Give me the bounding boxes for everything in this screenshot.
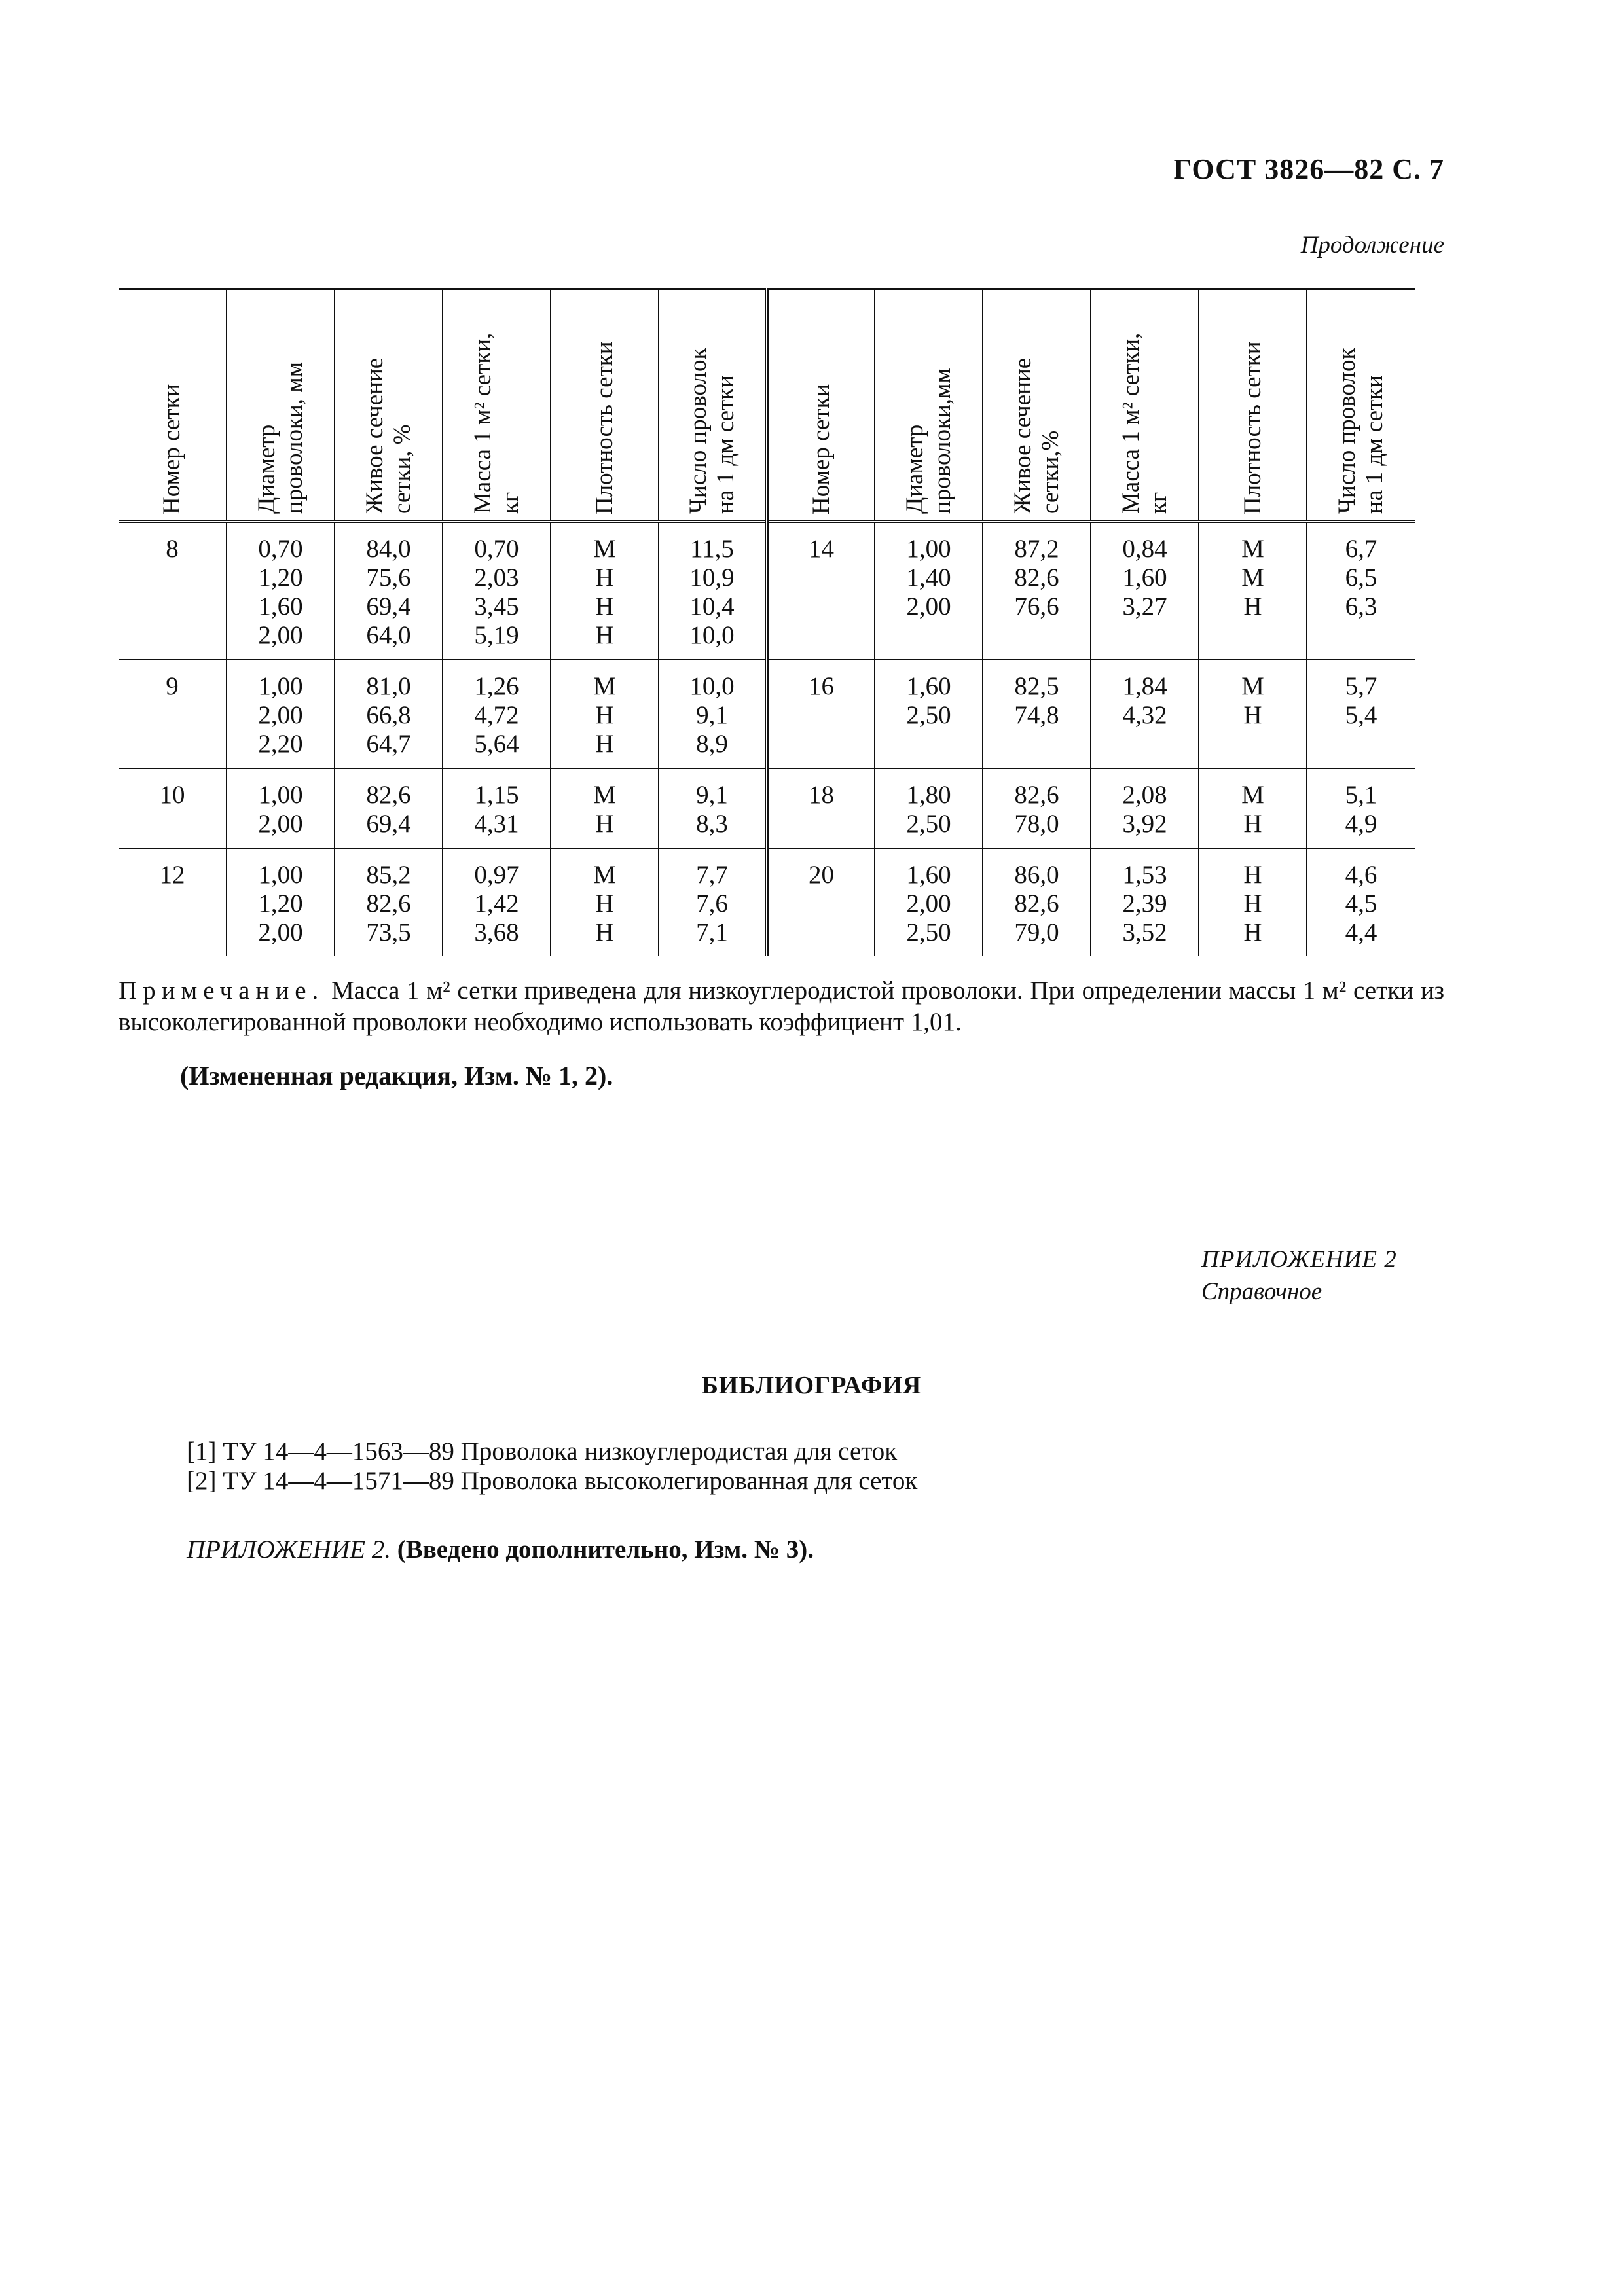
table-cell-section: 81,0 66,8 64,7 — [335, 660, 443, 768]
table-cell-density: М М Н — [1199, 522, 1307, 660]
table-cell-diameter: 1,80 2,50 — [875, 768, 983, 848]
header-open-area: Живое сечение сетки, % — [335, 289, 443, 522]
table-note — [119, 975, 1444, 1038]
table-cell-density: М Н Н — [551, 848, 659, 956]
note-text: Масса 1 м² сетки приведена для низкоуглеродистой проволоки. При определении массы 1 м² сетки из высоколегированной проволоки необходимо использовать коэффициент 1,01. — [119, 977, 1444, 1036]
table-cell-mass: 0,84 1,60 3,27 — [1091, 522, 1199, 660]
table-cell-diameter: 1,60 2,00 2,50 — [875, 848, 983, 956]
table-cell-diameter: 1,00 2,00 — [227, 768, 335, 848]
table-cell-density: М Н Н Н — [551, 522, 659, 660]
bibliography-heading: БИБЛИОГРАФИЯ — [701, 1372, 922, 1399]
table-cell-wires: 5,1 4,9 — [1307, 768, 1415, 848]
table-cell-section: 85,2 82,6 73,5 — [335, 848, 443, 956]
table-cell-number: 12 — [159, 861, 185, 889]
header-wire-diameter-2: Диаметр проволоки,мм — [875, 289, 983, 522]
table-cell-mass: 1,26 4,72 5,64 — [443, 660, 551, 768]
table-cell-number: 20 — [767, 848, 875, 956]
table-cell-mass: 1,84 4,32 — [1091, 660, 1199, 768]
appendix-footer-note — [187, 1535, 814, 1564]
table-cell-wires: 4,6 4,5 4,4 — [1307, 848, 1415, 956]
table-cell-section: 86,0 82,6 79,0 — [983, 848, 1091, 956]
table-cell-wires: 10,0 9,1 8,9 — [659, 660, 767, 768]
table-row — [119, 522, 1415, 660]
table-cell-diameter: 1,00 1,40 2,00 — [875, 522, 983, 660]
table-cell-mass: 0,70 2,03 3,45 5,19 — [443, 522, 551, 660]
table-cell-section: 87,2 82,6 76,6 — [983, 522, 1091, 660]
table-cell-mass: 1,15 4,31 — [443, 768, 551, 848]
header-mesh-number-2: Номер сетки — [767, 289, 875, 522]
table-cell-section: 82,6 69,4 — [335, 768, 443, 848]
table-cell-number: 10 — [119, 768, 227, 848]
table-cell-wires: 6,7 6,5 6,3 — [1307, 522, 1415, 660]
table-cell-wires: 11,5 10,9 10,4 10,0 — [659, 522, 767, 660]
table-cell-density: М Н — [1199, 768, 1307, 848]
header-density: Плотность сетки — [551, 289, 659, 522]
table-cell-wires: 5,7 5,4 — [1307, 660, 1415, 768]
footer-italic-part: ПРИЛОЖЕНИЕ 2. — [187, 1535, 391, 1564]
table-cell-number: 16 — [767, 660, 875, 768]
table-cell-section: 82,5 74,8 — [983, 660, 1091, 768]
table-cell-density: Н Н Н — [1199, 848, 1307, 956]
table-row — [119, 660, 1415, 768]
table-cell-number: 8 — [119, 522, 227, 660]
table-cell-number: 14 — [767, 522, 875, 660]
table-cell-density: М Н Н — [551, 660, 659, 768]
table-header-row — [119, 289, 1415, 522]
amendment-note: (Измененная редакция, Изм. № 1, 2). — [180, 1061, 613, 1090]
footer-bold-part: (Введено дополнительно, Изм. № 3). — [397, 1535, 814, 1564]
bibliography-item: [2] ТУ 14—4—1571—89 Проволока высоколегированная для сеток — [187, 1467, 918, 1495]
table-cell-mass: 1,53 2,39 3,52 — [1091, 848, 1199, 956]
document-header-title: ГОСТ 3826—82 С. 7 — [1173, 153, 1444, 185]
table-continuation-label: Продолжение — [1300, 232, 1444, 259]
table-row — [119, 768, 1415, 848]
appendix-title: ПРИЛОЖЕНИЕ 2 — [1201, 1246, 1397, 1273]
table-cell-mass: 0,97 1,42 3,68 — [443, 848, 551, 956]
header-wire-count-2: Число проволок на 1 дм сетки — [1307, 289, 1415, 522]
table-cell-mass: 2,08 3,92 — [1091, 768, 1199, 848]
table-cell-diameter: 0,70 1,20 1,60 2,00 — [227, 522, 335, 660]
table-cell-number: 18 — [767, 768, 875, 848]
table-cell-section: 84,0 75,6 69,4 64,0 — [335, 522, 443, 660]
table-cell-density: М Н — [1199, 660, 1307, 768]
table-cell-section: 82,6 78,0 — [983, 768, 1091, 848]
bibliography-item: [1] ТУ 14—4—1563—89 Проволока низкоуглеродистая для сеток — [187, 1437, 898, 1465]
table-cell-wires: 9,1 8,3 — [659, 768, 767, 848]
header-wire-count: Число проволок на 1 дм сетки — [659, 289, 767, 522]
table-cell-diameter: 1,60 2,50 — [875, 660, 983, 768]
header-mass: Масса 1 м² сетки, кг — [443, 289, 551, 522]
table-cell-number: 9 — [119, 660, 227, 768]
note-label: Примечание. — [119, 977, 325, 1005]
table-row — [119, 848, 1415, 956]
mesh-parameters-table — [119, 288, 1415, 956]
header-density-2: Плотность сетки — [1199, 289, 1307, 522]
header-mass-2: Масса 1 м² сетки, кг — [1091, 289, 1199, 522]
table-cell-diameter: 1,00 2,00 2,20 — [227, 660, 335, 768]
header-wire-diameter: Диаметр проволоки, мм — [227, 289, 335, 522]
appendix-type: Справочное — [1201, 1278, 1322, 1305]
table-cell-density: М Н — [551, 768, 659, 848]
table-cell-diameter: 1,00 1,20 2,00 — [227, 848, 335, 956]
table-cell-wires: 7,7 7,6 7,1 — [659, 848, 767, 956]
header-mesh-number: Номер сетки — [119, 289, 227, 522]
header-open-area-2: Живое сечение сетки,% — [983, 289, 1091, 522]
